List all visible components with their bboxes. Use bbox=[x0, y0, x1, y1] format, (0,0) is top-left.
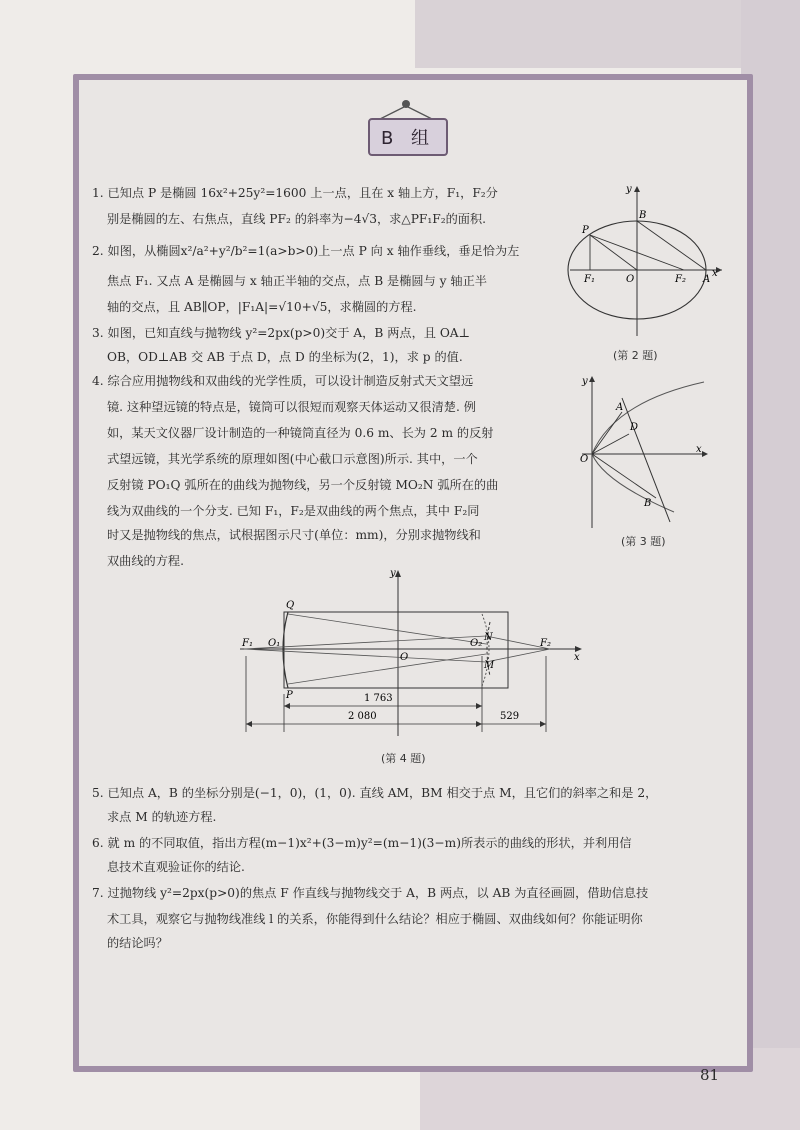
figure-4-telescope-diagram bbox=[234, 564, 594, 744]
fig2-label-F2: F₂ bbox=[675, 274, 686, 285]
problem-7-line-1: 7. 过抛物线 y²=2px(p>0)的焦点 F 作直线与抛物线交于 A，B 两点，以 AB 为直径画圆，借助信息技 bbox=[92, 886, 649, 900]
figure-2-ellipse-diagram bbox=[560, 178, 730, 340]
fig2-label-B: B bbox=[639, 210, 647, 221]
fig4-label-M: M bbox=[484, 660, 495, 671]
fig2-label-x: x bbox=[712, 268, 718, 279]
problem-5-line-1: 5. 已知点 A，B 的坐标分别是(−1，0)，(1，0). 直线 AM，BM 相交于点 M，且它们的斜率之和是 2， bbox=[92, 786, 658, 800]
fig4-dim-529: 529 bbox=[500, 711, 520, 722]
fig4-label-x: x bbox=[574, 652, 580, 663]
fig4-label-O2: O₂ bbox=[470, 638, 483, 649]
problem-4-line-1: 4. 综合应用抛物线和双曲线的光学性质，可以设计制造反射式天文望远 bbox=[92, 374, 474, 388]
fig4-label-Q: Q bbox=[286, 600, 295, 611]
fig4-dim-2080: 2 080 bbox=[348, 711, 377, 722]
problem-4-line-4: 式望远镜，其光学系统的原理如图(中心截口示意图)所示. 其中，一个 bbox=[107, 452, 478, 466]
problem-2-line-3: 轴的交点，且 AB∥OP，|F₁A|=√10+√5，求椭圆的方程. bbox=[107, 300, 417, 314]
problem-6-line-1: 6. 就 m 的不同取值，指出方程(m−1)x²+(3−m)y²=(m−1)(3−m)所表示的曲线的形状，并利用信 bbox=[92, 836, 632, 850]
problem-4-line-5: 反射镜 PO₁Q 弧所在的曲线为抛物线，另一个反射镜 MO₂N 弧所在的曲 bbox=[107, 478, 499, 492]
fig4-label-O: O bbox=[400, 652, 409, 663]
fig4-label-F2: F₂ bbox=[540, 638, 551, 649]
problem-4-line-8: 双曲线的方程. bbox=[107, 554, 184, 568]
fig2-label-O: O bbox=[626, 274, 635, 285]
fig4-label-N: N bbox=[484, 632, 493, 643]
fig3-label-A: A bbox=[616, 402, 624, 413]
fig4-label-F1: F₁ bbox=[242, 638, 253, 649]
fig3-label-x: x bbox=[696, 444, 702, 455]
figure-2-caption: (第 2 题) bbox=[613, 349, 658, 362]
fig4-label-O1: O₁ bbox=[268, 638, 281, 649]
problem-3-line-2: OB，OD⊥AB 交 AB 于点 D，点 D 的坐标为(2，1)，求 p 的值. bbox=[107, 350, 463, 364]
problem-1-line-1: 1. 已知点 P 是椭圆 16x²+25y²=1600 上一点，且在 x 轴上方，F₁，F₂分 bbox=[92, 186, 498, 200]
problem-7-line-3: 的结论吗？ bbox=[107, 936, 168, 950]
fig2-label-P: P bbox=[582, 225, 589, 236]
problem-4-line-3: 如，某天文仪器厂设计制造的一种镜筒直径为 0.6 m、长为 2 m 的反射 bbox=[107, 426, 494, 440]
fig3-label-y: y bbox=[582, 376, 588, 387]
problem-5-line-2: 求点 M 的轨迹方程. bbox=[107, 810, 217, 824]
problem-4-line-2: 镜. 这种望远镜的特点是，镜筒可以很短而观察天体运动又很清楚. 例 bbox=[107, 400, 476, 414]
fig2-label-F1: F₁ bbox=[584, 274, 595, 285]
fig4-label-P: P bbox=[286, 690, 293, 701]
fig3-label-O: O bbox=[580, 454, 589, 465]
figure-3-caption: (第 3 题) bbox=[621, 535, 666, 548]
fig3-label-D: D bbox=[630, 422, 639, 433]
section-sign bbox=[368, 100, 444, 152]
fig3-label-B: B bbox=[644, 498, 652, 509]
fig4-label-y: y bbox=[390, 568, 396, 579]
problem-4-line-6: 线为双曲线的一个分支. 已知 F₁，F₂是双曲线的两个焦点，其中 F₂同 bbox=[107, 504, 480, 518]
fig2-label-y: y bbox=[626, 184, 632, 195]
problem-2-line-1: 2. 如图，从椭圆x²/a²+y²/b²=1(a>b>0)上一点 P 向 x 轴作垂线，垂足恰为左 bbox=[92, 244, 520, 258]
problem-2-line-2: 焦点 F₁. 又点 A 是椭圆与 x 轴正半轴的交点，点 B 是椭圆与 y 轴正半 bbox=[107, 274, 487, 288]
problem-3-line-1: 3. 如图，已知直线与抛物线 y²=2px(p>0)交于 A，B 两点，且 OA⊥ bbox=[92, 326, 471, 340]
problem-4-line-7: 时又是抛物线的焦点，试根据图示尺寸(单位：mm)，分别求抛物线和 bbox=[107, 528, 481, 542]
problem-6-line-2: 息技术直观验证你的结论. bbox=[107, 860, 245, 874]
fig4-dim-1763: 1 763 bbox=[364, 693, 393, 704]
section-title: B 组 bbox=[368, 118, 448, 156]
problem-7-line-2: 术工具，观察它与抛物线准线 l 的关系，你能得到什么结论？相应于椭圆、双曲线如何？你能证明你 bbox=[107, 912, 643, 926]
fig2-label-A: A bbox=[703, 274, 711, 285]
page-number: 81 bbox=[700, 1066, 720, 1084]
figure-3-parabola-diagram bbox=[574, 372, 714, 532]
problem-1-line-2: 别是椭圆的左、右焦点，直线 PF₂ 的斜率为−4√3，求△PF₁F₂的面积. bbox=[107, 212, 487, 226]
figure-4-caption: (第 4 题) bbox=[381, 752, 426, 765]
